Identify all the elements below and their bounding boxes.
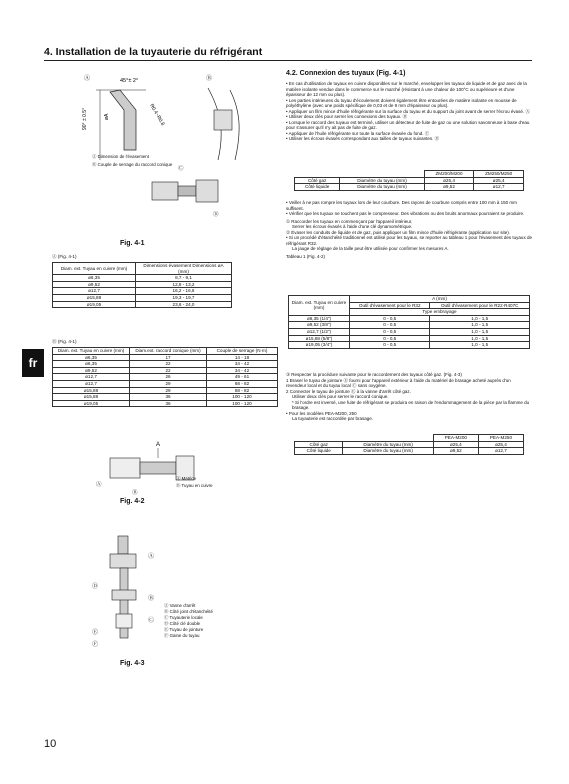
table-row: ø15,88 19,3 - 19,7: [53, 294, 232, 301]
table-row: Côté gaz Diamètre du tuyau (mm) ø25,4 ø25,4: [295, 177, 524, 184]
table-row: ø15,88 (5/8") 0 - 0,5 1,0 - 1,5: [289, 335, 530, 342]
bullet: • En cas d'utilisation de tuyaux en cuivre disponibles sur le marché, envelopper les tuyaux de liquide et de gaz avec de la matière isolante vendue dans le commerce sur le marché (résistant à une chaleur de 100°C ou supérieure et d'une épaisseur de 12 mm ou plus).: [286, 81, 527, 97]
table-row: ø9,52 (3/8") 0 - 0,5 1,0 - 1,5: [289, 322, 530, 329]
fig-4-1-title: Fig. 4-1: [120, 240, 145, 247]
table-row: ø6,35 8,7 - 9,1: [53, 275, 232, 282]
page-title: 4. Installation de la tuyauterie du réfrigérant: [44, 46, 263, 58]
table-row: ø6,35 (1/4") 0 - 0,5 1,0 - 1,5: [289, 315, 530, 322]
fig43-legend-item: Ⓕ Gaine du tuyau: [164, 633, 200, 638]
fig41-dim-a: øA: [104, 113, 110, 120]
table-row: Côté liquide Diamètre du tuyau (mm) ø9,52 ø12,7: [295, 448, 524, 455]
table-b-header: Couple de serrage (N·m): [207, 348, 278, 355]
fig43-label-f: Ⓕ: [92, 642, 99, 648]
table-row: ø9,52 12,8 - 13,2: [53, 281, 232, 288]
fig41-label-a: Ⓐ: [84, 76, 91, 82]
step: La jauge de réglage de la taille peut être utilisée pour confirmer les mesures A.: [292, 246, 449, 251]
table-b-header: Diam. ext. Tuyau en cuivre (mm): [53, 348, 130, 355]
bullet: • Utiliser deux clés pour serrer les connexions des tuyaux. Ⓑ: [286, 114, 408, 119]
fig41-label-c: Ⓒ: [178, 166, 184, 172]
table-row: ø12,7 (1/2") 0 - 0,5 1,0 - 1,5: [289, 328, 530, 335]
step: ① Raccorder les tuyaux en commençant par l'appareil intérieur.: [286, 218, 413, 224]
section-steps2: [286, 372, 532, 422]
table-row: Côté gaz Diamètre du tuyau (mm) ø25,4 ø25,4: [295, 441, 524, 448]
table-b-header: Diam.ext. raccord conique (mm): [130, 348, 207, 355]
fig-4-3-drawing: [88, 530, 168, 650]
table-a-caption: Ⓐ (Fig. 4-1): [52, 254, 77, 259]
table-row: ø12,7 26 49 - 61: [53, 374, 278, 381]
fig41-angle: 45°± 2°: [120, 78, 139, 84]
step: 1 Braser le tuyau de jointure Ⓔ fourni pour l'appareil extérieur à l'aide du matériel de brasage acheté auprès d'un revendeur local et du tuyau local Ⓒ sans oxygène.: [286, 377, 511, 388]
table-a: [52, 262, 232, 308]
table-row: ø15,88 36 100 - 120: [53, 394, 278, 401]
step: ③ Respecter la procédure suivante pour le raccordement des tuyaux côté gaz. (Fig. 4-3): [286, 372, 462, 377]
step: * Si l'ordre est inversé, une fuite de réfrigérant se produira en raison de l'endommagement de la pièce par la flamme du brasage.: [292, 399, 530, 410]
step: La tuyauterie est raccordée par brasage.: [292, 416, 374, 421]
fig41-radius: R0.4~R0.8: [148, 103, 166, 127]
section-bullets: [286, 81, 532, 142]
table-row: ø9,52 22 34 - 42: [53, 367, 278, 374]
table-row: ø19,05 36 100 - 120: [53, 400, 278, 407]
flare-nut-table: ZM200/M200 ZM250/M250 Côté gaz Diamètre du tuyau (mm) ø25,4 ø25,4 Côté liquide Diamètre du tuyau (mm) ø9,52 ø12,7: [294, 170, 524, 191]
title-rule: [44, 60, 532, 61]
bullet: • Vérifier que les tuyaux ne touchent pas le compresseur. Des vibrations ou des bruits anormaux pourraient se produire.: [286, 211, 525, 216]
fig43-label-d: Ⓓ: [92, 584, 99, 590]
fig42-label-cb: Ⓑ: [132, 490, 138, 496]
fig43-label-c: Ⓒ: [148, 618, 155, 624]
step: • Si un procédé d'étanchéité traditionnel est utilisé pour les tuyaux, se reporter au tableau 1 pour l'évasement des tuyaux de réfrigérant R32.: [286, 235, 532, 246]
fig43-label-b: Ⓑ: [148, 596, 155, 602]
fig42-legend-b: Ⓑ Tuyau en cuivre: [176, 483, 213, 488]
table-row: Côté liquide Diamètre du tuyau (mm) ø9,52 ø12,7: [295, 184, 524, 191]
language-tab: fr: [22, 349, 44, 377]
fig43-legend-item: Ⓔ Tuyau de jointure: [164, 627, 204, 632]
page-number: 10: [44, 738, 57, 750]
fig43-legend-item: Ⓒ Tuyauterie locale: [164, 615, 203, 620]
bullet: • Appliquer un film mince d'huile réfrigérante sur la surface du tuyau et du support du joint avant de serrer l'écrou évasé. Ⓐ: [286, 108, 530, 114]
bullet: • Les parties intérieures du tuyau d'écoulement doivent également être entourées de matière isolante en mousse de polyéthylène (avec une poids spécifique de 0,03 et de 9 mm d'épaisseur ou plus).: [286, 97, 517, 108]
fig41-label-d: Ⓓ: [213, 212, 219, 218]
fig43-label-e: Ⓔ: [92, 630, 99, 636]
fig41-caption-a: Ⓐ Dimension de l'évasement: [92, 154, 149, 159]
table-a-header: Dimensions évasement Dimensions øA (mm): [136, 263, 232, 275]
table-row: ø12,7 29 68 - 82: [53, 380, 278, 387]
table1-caption: Tableau 1 (Fig. 4-2): [286, 253, 326, 259]
fig41-label-b: Ⓑ: [206, 76, 213, 82]
fig43-legend: [164, 603, 213, 639]
fig41-angle2: 90° ± 0.5°: [82, 107, 88, 130]
table-row: ø12,7 16,2 - 16,6: [53, 288, 232, 295]
table-b-caption: Ⓑ (Fig. 4-1): [52, 339, 77, 344]
fig42-legend-a: Ⓐ Matrice: [176, 476, 197, 481]
bullet: • Utiliser les écrous évasés correspondant aux tailles de tuyaux suivantes. Ⓓ: [286, 136, 440, 141]
bullet: • Lorsque le raccord des tuyaux est terminé, utiliser un détecteur de fuite de gaz ou une solution savonneuse à base d'eau pour s'assurer qu'il n'y ait pas de fuite de gaz.: [286, 119, 530, 130]
table-row: ø19,05 (3/4") 0 - 0,5 1,0 - 1,5: [289, 342, 530, 349]
section-bullets2: [286, 200, 532, 259]
fig42-label-ca: Ⓐ: [96, 482, 102, 488]
fig43-legend-item: Ⓑ Côté joint d'étanchéité: [164, 609, 213, 614]
step: 2 Connecter le tuyau de jointure Ⓔ à la vanne d'arrêt côté gaz.: [286, 388, 411, 394]
section-title: 4.2. Connexion des tuyaux (Fig. 4-1): [286, 70, 406, 77]
table-row: ø6,35 17 14 - 18: [53, 354, 278, 361]
fig-4-2-title: Fig. 4-2: [120, 498, 145, 505]
table-1: Diam. ext. Tuyau en cuivre (mm) A (mm) Outil d'évasement pour le R32 Outil d'évasement pour le R22·R407C Type embrayage ø6,35 (1/4") 0 - 0,5 1,0 - 1,5 ø9,52 (3/8") 0 - 0,5 1,0 - 1,5 ø12,7 (1/2") 0 - 0,5 1,0 - 1,5 ø15,88 (5/8") 0 - 0,5 1,0 - 1,5 ø19,05 (3/4") 0 - 0,5 1,0 - 1,5: [288, 295, 530, 349]
table-a-header: Diam. ext. Tuyau en cuivre (mm): [53, 263, 136, 275]
fig-4-1-drawing: [80, 70, 290, 230]
bullet: • Appliquer de l'huile réfrigérante sur toute la surface évasée du fond. Ⓒ: [286, 130, 430, 136]
fig43-legend-item: Ⓐ Vanne d'arrêt: [164, 603, 196, 608]
bullet: • Veiller à ne pas rompre les tuyaux lors de leur courbure. Des rayons de courbure compris entre 100 mm à 150 mm suffisent.: [286, 200, 517, 211]
table-row: ø6,35 22 34 - 42: [53, 361, 278, 368]
step: • Pour les modèles PEA-M200, 250: [286, 410, 357, 416]
table-b: [52, 347, 278, 407]
table-row: ø19,05 23,6 - 24,0: [53, 301, 232, 308]
step: ② Évaser les conduits de liquide et de gaz, puis appliquer un film mince d'huile réfrigérante (application sur site).: [286, 229, 511, 235]
fig41-caption-b: Ⓑ Couple de serrage du raccord conique: [92, 162, 173, 167]
fig43-legend-item: Ⓓ Côté clé double: [164, 621, 201, 626]
table-row: ø15,88 29 68 - 82: [53, 387, 278, 394]
fig42-label-a: A: [156, 442, 161, 448]
step: Utiliser deux clés pour serrer le raccord conique.: [292, 394, 389, 399]
fig43-label-a: Ⓐ: [148, 554, 155, 560]
fig-4-3-title: Fig. 4-3: [120, 660, 145, 667]
step: Serrer les écrous évasés à l'aide d'une clé dynamométrique.: [292, 224, 413, 229]
pea-table: PEA-M200 PEA-M250 Côté gaz Diamètre du tuyau (mm) ø25,4 ø25,4 Côté liquide Diamètre du tuyau (mm) ø9,52 ø12,7: [294, 434, 524, 455]
